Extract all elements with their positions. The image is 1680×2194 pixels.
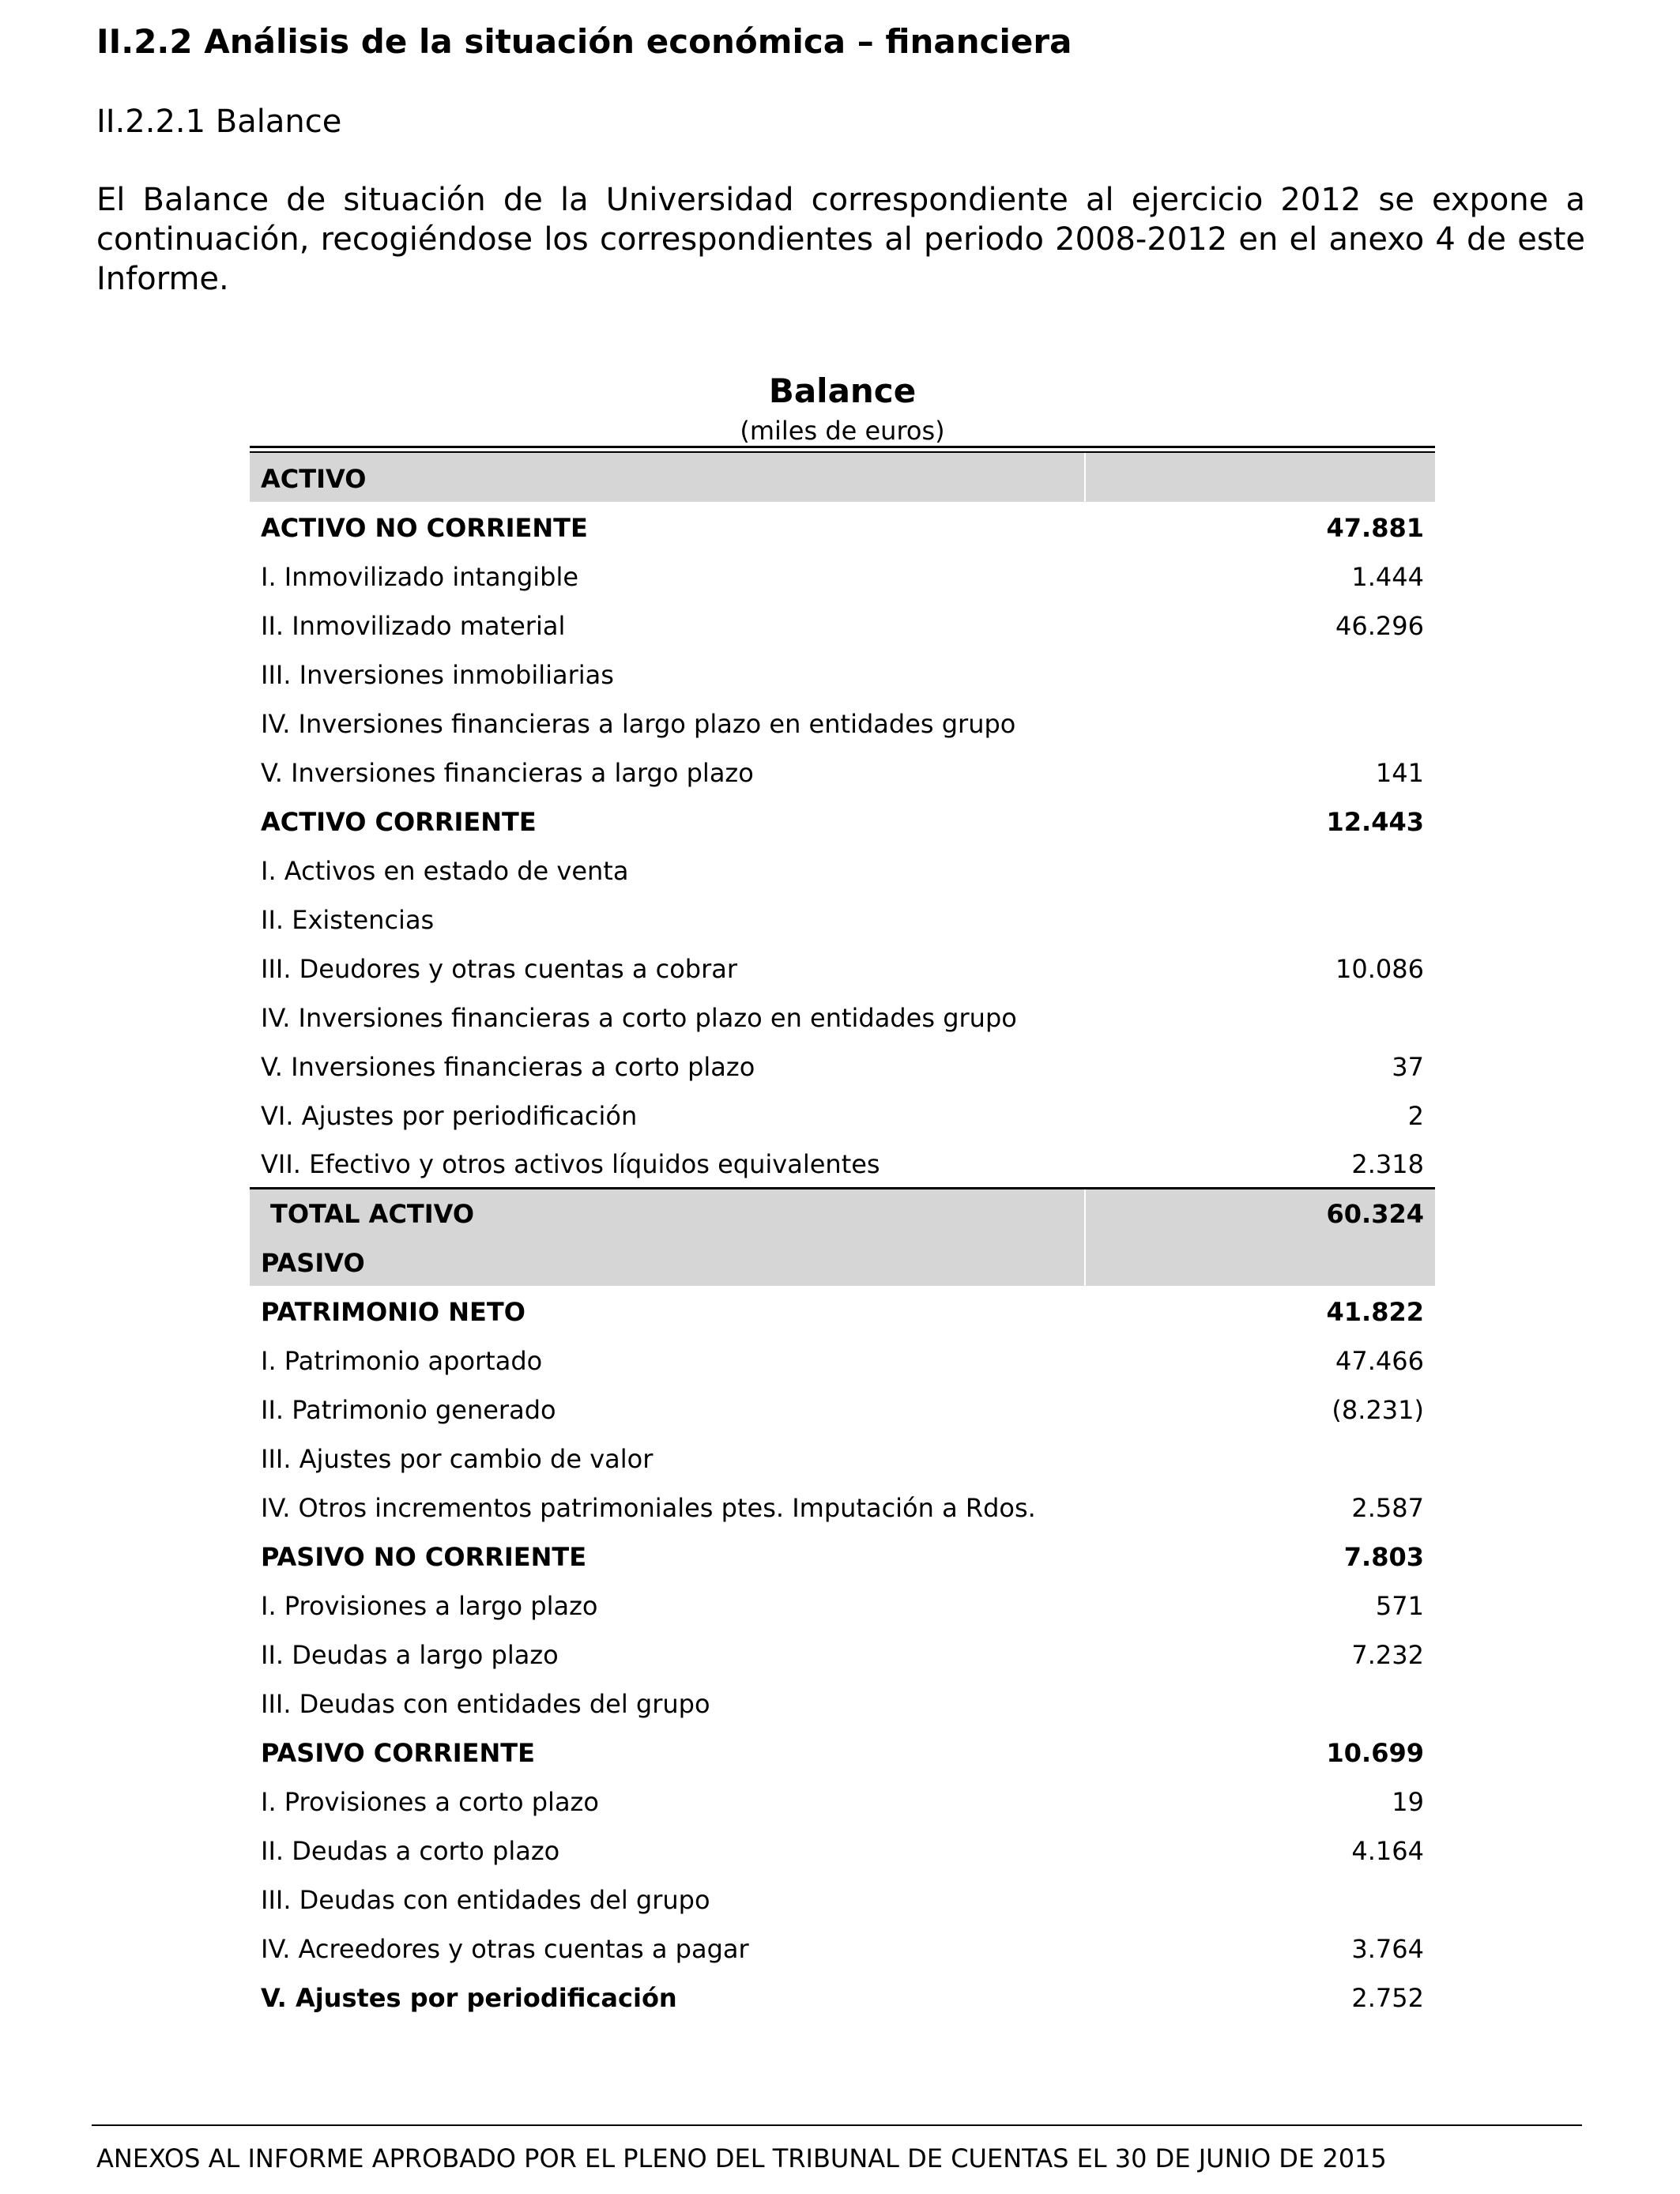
row-value: 47.466 [1335, 1346, 1424, 1376]
table-row [250, 1384, 1435, 1433]
row-value [1085, 1237, 1435, 1286]
table-row [250, 649, 1435, 698]
row-value: 2.752 [1351, 1983, 1424, 2013]
row-value [1085, 894, 1435, 943]
row-value [1085, 698, 1435, 747]
row-label: PATRIMONIO NETO [261, 1297, 525, 1327]
table-row [250, 1776, 1435, 1825]
row-value: 12.443 [1326, 807, 1424, 837]
table-row [250, 453, 1435, 502]
row-label: PASIVO [250, 1237, 1085, 1286]
row-label: IV. Inversiones financieras a largo plazo en entidades grupo [261, 709, 1016, 739]
row-value: 7.232 [1351, 1640, 1424, 1670]
balance-table [250, 453, 1435, 2021]
row-value: 10.699 [1326, 1738, 1424, 1768]
table-row [250, 1678, 1435, 1727]
balance-table-container [250, 446, 1435, 2021]
table-row [250, 1972, 1435, 2021]
table-row [250, 1923, 1435, 1972]
row-label: I. Inmovilizado intangible [261, 562, 579, 592]
row-value: 41.822 [1326, 1297, 1424, 1327]
row-value: 571 [1375, 1591, 1424, 1621]
table-row [250, 1874, 1435, 1923]
table-row [250, 1237, 1435, 1286]
row-value: 37 [1392, 1052, 1424, 1082]
row-value: 2.587 [1351, 1493, 1424, 1523]
row-label: II. Deudas a largo plazo [261, 1640, 559, 1670]
row-label: IV. Otros incrementos patrimoniales ptes. Imputación a Rdos. [261, 1493, 1036, 1523]
row-label: TOTAL ACTIVO [250, 1188, 1085, 1237]
table-row [250, 551, 1435, 600]
table-row [250, 1433, 1435, 1482]
footer-divider [92, 2124, 1582, 2126]
row-value: 3.764 [1351, 1934, 1424, 1964]
row-label: V. Ajustes por periodificación [261, 1983, 677, 2013]
row-value: 47.881 [1326, 513, 1424, 543]
row-value: 19 [1392, 1787, 1424, 1817]
table-row [250, 1629, 1435, 1678]
row-label: III. Deudores y otras cuentas a cobrar [261, 954, 738, 984]
row-label: III. Ajustes por cambio de valor [261, 1444, 654, 1474]
intro-paragraph: El Balance de situación de la Universidad correspondiente al ejercicio 2012 se expone a continuación, recogiéndose los correspondientes al periodo 2008-2012 en el anexo 4 de este Informe. [96, 182, 1585, 297]
row-value: 2.318 [1351, 1148, 1424, 1179]
row-label: VII. Efectivo y otros activos líquidos equivalentes [261, 1148, 880, 1179]
table-row [250, 1335, 1435, 1384]
row-label: VI. Ajustes por periodificación [261, 1101, 638, 1131]
table-row [250, 1531, 1435, 1580]
table-row [250, 1041, 1435, 1090]
row-label: I. Provisiones a corto plazo [261, 1787, 599, 1817]
row-label: II. Existencias [261, 905, 435, 935]
table-top-rule [250, 446, 1435, 453]
row-value [1085, 845, 1435, 894]
row-label: PASIVO CORRIENTE [261, 1738, 535, 1768]
row-value: 10.086 [1335, 954, 1424, 984]
row-value: 7.803 [1343, 1542, 1424, 1572]
table-row [250, 796, 1435, 845]
table-row [250, 1286, 1435, 1335]
table-row [250, 894, 1435, 943]
balance-table-body [250, 453, 1435, 2021]
row-label: III. Deudas con entidades del grupo [261, 1885, 710, 1915]
table-row [250, 992, 1435, 1041]
table-row [250, 1580, 1435, 1629]
row-value: 4.164 [1351, 1836, 1424, 1866]
row-label: II. Patrimonio generado [261, 1395, 556, 1425]
row-label: II. Inmovilizado material [261, 611, 566, 641]
row-label: III. Deudas con entidades del grupo [261, 1689, 710, 1719]
table-row [250, 943, 1435, 992]
table-row [250, 1188, 1435, 1237]
row-label: I. Patrimonio aportado [261, 1346, 543, 1376]
subsection-heading: II.2.2.1 Balance [96, 104, 342, 140]
table-row [250, 1139, 1435, 1188]
row-value [1085, 1678, 1435, 1727]
table-row [250, 502, 1435, 551]
row-value [1085, 649, 1435, 698]
table-title: Balance [768, 371, 917, 410]
row-value: 46.296 [1335, 611, 1424, 641]
row-label: ACTIVO CORRIENTE [261, 807, 537, 837]
table-row [250, 600, 1435, 649]
row-value [1085, 992, 1435, 1041]
row-label: PASIVO NO CORRIENTE [261, 1542, 587, 1572]
row-label: IV. Inversiones financieras a corto plazo en entidades grupo [261, 1003, 1017, 1033]
row-label: ACTIVO [250, 453, 1085, 502]
table-row [250, 1727, 1435, 1776]
row-value [1085, 1433, 1435, 1482]
row-value: 60.324 [1085, 1188, 1435, 1237]
row-label: II. Deudas a corto plazo [261, 1836, 560, 1866]
row-label: IV. Acreedores y otras cuentas a pagar [261, 1934, 749, 1964]
row-label: V. Inversiones financieras a largo plazo [261, 758, 754, 788]
table-subtitle: (miles de euros) [740, 416, 945, 446]
row-label: III. Inversiones inmobiliarias [261, 660, 614, 690]
row-value: (8.231) [1332, 1395, 1424, 1425]
table-row [250, 747, 1435, 796]
table-row [250, 845, 1435, 894]
row-label: ACTIVO NO CORRIENTE [261, 513, 588, 543]
table-row [250, 1482, 1435, 1531]
row-label: I. Activos en estado de venta [261, 856, 629, 886]
table-row [250, 698, 1435, 747]
row-label: V. Inversiones financieras a corto plazo [261, 1052, 755, 1082]
page-footer: ANEXOS AL INFORME APROBADO POR EL PLENO DEL TRIBUNAL DE CUENTAS EL 30 DE JUNIO DE 2015 [96, 2143, 1387, 2173]
row-value [1085, 1874, 1435, 1923]
row-label: I. Provisiones a largo plazo [261, 1591, 598, 1621]
section-heading: II.2.2 Análisis de la situación económica – financiera [96, 22, 1072, 61]
row-value [1085, 453, 1435, 502]
table-row [250, 1825, 1435, 1874]
row-value: 1.444 [1351, 562, 1424, 592]
row-value: 141 [1375, 758, 1424, 788]
table-row [250, 1090, 1435, 1139]
row-value: 2 [1407, 1101, 1424, 1131]
